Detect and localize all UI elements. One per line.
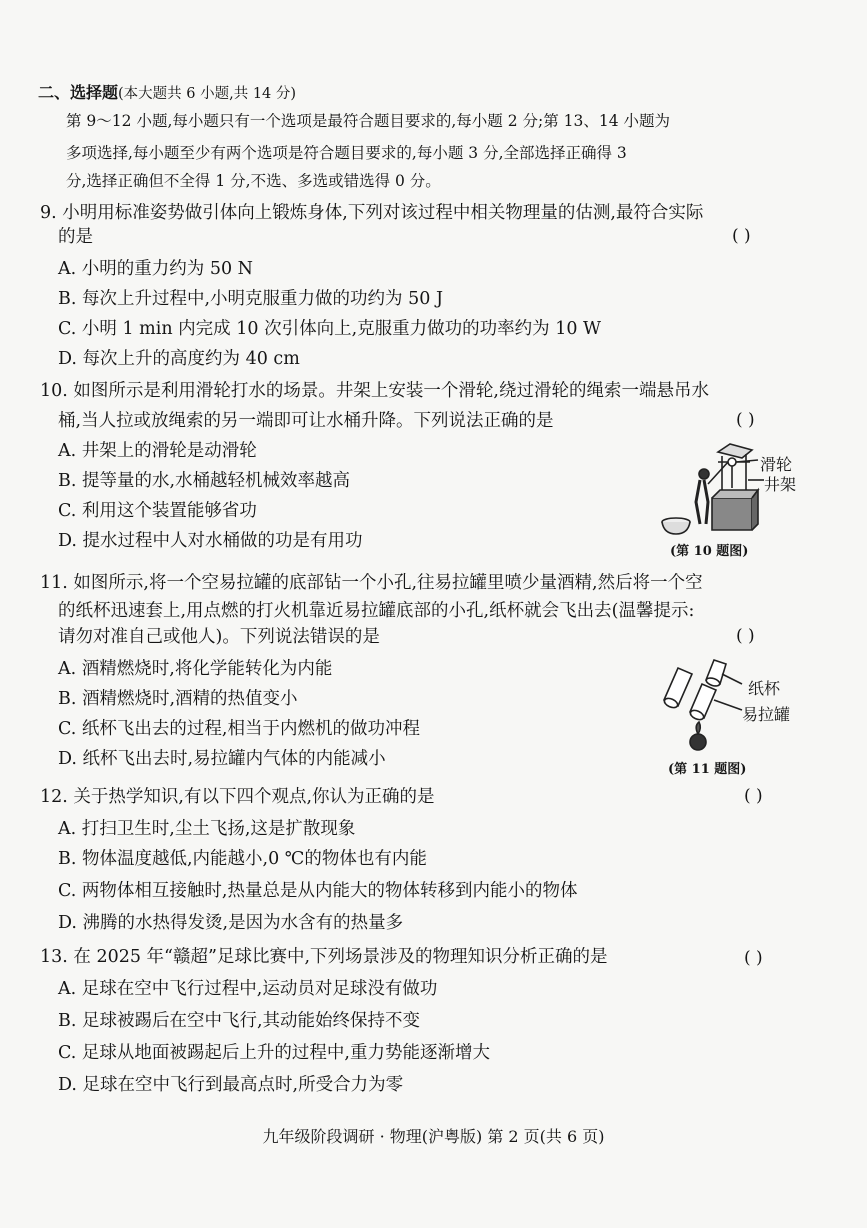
option-b: B. 每次上升过程中,小明克服重力做的功约为 50 J (58, 289, 443, 309)
option-a: A. 井架上的滑轮是动滑轮 (58, 441, 257, 461)
option-d: D. 沸腾的水热得发烫,是因为水含有的热量多 (58, 913, 404, 933)
option-a: A. 足球在空中飞行过程中,运动员对足球没有做功 (58, 979, 438, 999)
question-13-stem: 13. 在 2025 年“赣超”足球比赛中,下列场景涉及的物理知识分析正确的是 (40, 947, 608, 967)
option-c: C. 利用这个装置能够省功 (58, 501, 257, 521)
question-11-stem: 11. 如图所示,将一个空易拉罐的底部钻一个小孔,往易拉罐里喷少量酒精,然后将一个空 (40, 573, 703, 593)
answer-bracket: ( ) (744, 786, 763, 806)
figure-caption: (第 10 题图) (670, 544, 749, 559)
question-9-stem-cont: 的是 (58, 227, 93, 247)
question-11-stem-cont: 请勿对准自己或他人)。下列说法错误的是 (58, 627, 380, 647)
option-d: D. 每次上升的高度约为 40 cm (58, 349, 300, 369)
section-note: (本大题共 6 小题,共 14 分) (118, 86, 297, 102)
option-d: D. 足球在空中飞行到最高点时,所受合力为零 (58, 1075, 404, 1095)
question-9-stem: 9. 小明用标准姿势做引体向上锻炼身体,下列对该过程中相关物理量的估测,最符合实际 (40, 203, 704, 223)
section-title-text: 二、选择题 (38, 83, 119, 102)
option-d: D. 提水过程中人对水桶做的功是有用功 (58, 531, 363, 551)
question-11-stem-cont: 的纸杯迅速套上,用点燃的打火机靠近易拉罐底部的小孔,纸杯就会飞出去(温馨提示: (58, 601, 695, 621)
option-d: D. 纸杯飞出去时,易拉罐内气体的内能减小 (58, 749, 386, 769)
well-pulley-figure (660, 440, 765, 540)
option-c: C. 足球从地面被踢起后上升的过程中,重力势能逐渐增大 (58, 1043, 490, 1063)
option-c: C. 纸杯飞出去的过程,相当于内燃机的做功冲程 (58, 719, 420, 739)
figure-label-can: 易拉罐 (742, 705, 791, 724)
option-b: B. 酒精燃烧时,酒精的热值变小 (58, 689, 298, 709)
figure-label-paper-cup: 纸杯 (748, 679, 781, 698)
answer-bracket: ( ) (732, 226, 751, 246)
option-a: A. 小明的重力约为 50 N (58, 259, 253, 279)
answer-bracket: ( ) (736, 410, 755, 430)
question-12-stem: 12. 关于热学知识,有以下四个观点,你认为正确的是 (40, 787, 435, 807)
question-10-stem: 10. 如图所示是利用滑轮打水的场景。井架上安装一个滑轮,绕过滑轮的绳索一端悬吊水 (40, 381, 709, 401)
can-cup-figure (650, 654, 750, 754)
option-b: B. 足球被踢后在空中飞行,其动能始终保持不变 (58, 1011, 421, 1031)
instruction-line: 分,选择正确但不全得 1 分,不选、多选或错选得 0 分。 (66, 172, 441, 190)
answer-bracket: ( ) (736, 626, 755, 646)
option-b: B. 提等量的水,水桶越轻机械效率越高 (58, 471, 351, 491)
option-a: A. 打扫卫生时,尘土飞扬,这是扩散现象 (58, 819, 356, 839)
option-b: B. 物体温度越低,内能越小,0 ℃的物体也有内能 (58, 849, 427, 869)
figure-label-pulley: 滑轮 (760, 455, 793, 474)
page-footer: 九年级阶段调研 · 物理(沪粤版) 第 2 页(共 6 页) (262, 1127, 605, 1146)
option-c: C. 小明 1 min 内完成 10 次引体向上,克服重力做功的功率约为 10 W (58, 319, 602, 339)
instruction-line: 第 9～12 小题,每小题只有一个选项是最符合题目要求的,每小题 2 分;第 13、14 小题为 (66, 112, 671, 130)
option-c: C. 两物体相互接触时,热量总是从内能大的物体转移到内能小的物体 (58, 881, 578, 901)
instruction-line: 多项选择,每小题至少有两个选项是符合题目要求的,每小题 3 分,全部选择正确得 3 (66, 144, 627, 162)
figure-label-well-frame: 井架 (764, 475, 797, 494)
question-10-stem-cont: 桶,当人拉或放绳索的另一端即可让水桶升降。下列说法正确的是 (58, 411, 554, 431)
figure-caption: (第 11 题图) (668, 762, 747, 777)
answer-bracket: ( ) (744, 948, 763, 968)
section-title (38, 80, 296, 107)
option-a: A. 酒精燃烧时,将化学能转化为内能 (58, 659, 333, 679)
